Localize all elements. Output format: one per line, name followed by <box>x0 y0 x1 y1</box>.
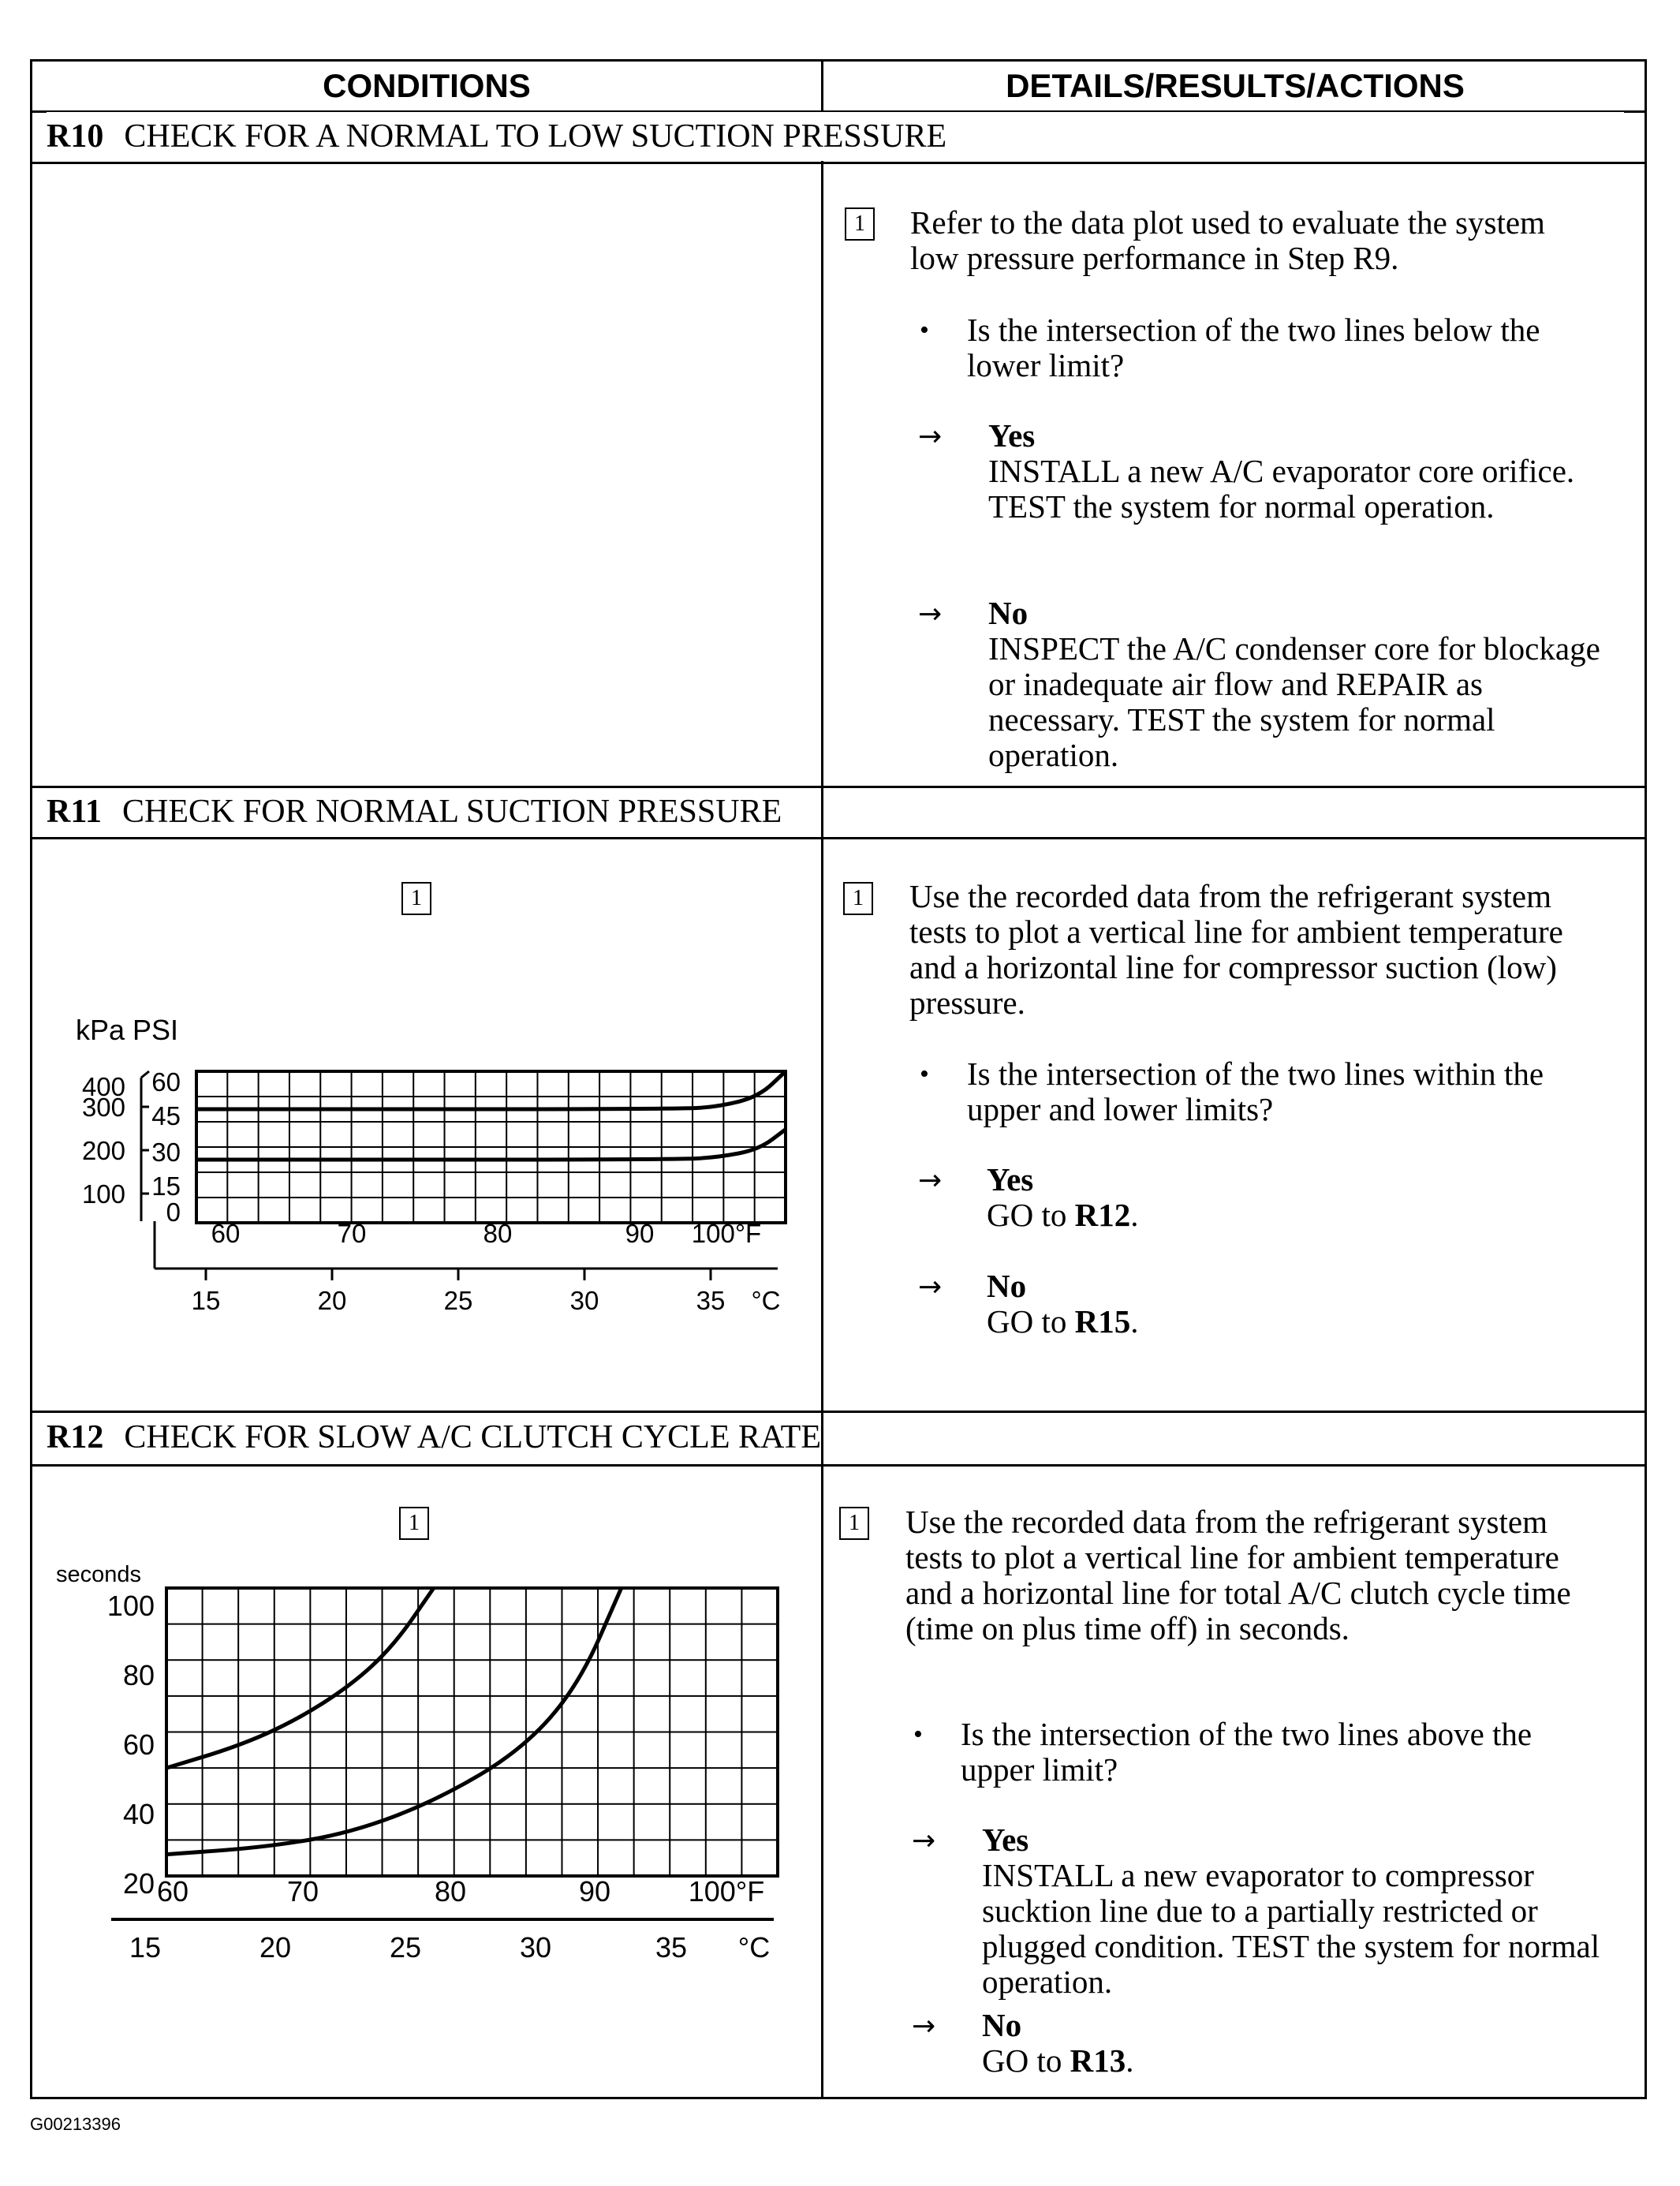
clutch-cycle-chart <box>40 1553 805 1963</box>
step-box: 1 <box>845 207 875 241</box>
arrow-icon: → <box>918 1164 943 1197</box>
r12-question: Is the intersection of the two lines above the upper limit? <box>961 1716 1533 1788</box>
x-tick-c: 30 <box>519 1931 552 1963</box>
divider <box>32 1464 1645 1467</box>
x-tick-f: 80 <box>434 1875 467 1908</box>
y-tick-psi: 30 <box>151 1138 181 1167</box>
conditions-header: CONDITIONS <box>323 67 531 104</box>
step-box: 1 <box>839 1507 869 1540</box>
arrow-icon: → <box>918 598 943 630</box>
x-tick-c: 30 <box>569 1286 599 1315</box>
y-tick-kpa: 100 <box>81 1179 125 1209</box>
y-tick: 20 <box>122 1867 155 1900</box>
y-units-label: seconds <box>56 1562 142 1587</box>
x-tick-c-unit: °C <box>737 1931 771 1963</box>
y-tick-psi: 15 <box>151 1171 181 1201</box>
y-tick: 100 <box>106 1590 155 1622</box>
y-tick: 40 <box>122 1798 155 1830</box>
chart-grid <box>196 1071 786 1223</box>
r10-yes: Yes INSTALL a new A/C evaporator core orifice. TEST the system for normal operation. <box>988 417 1575 525</box>
x-tick-f: 90 <box>625 1219 655 1248</box>
x-tick-f: 60 <box>156 1875 189 1908</box>
chart-step-box: 1 <box>401 882 431 915</box>
bullet: • <box>913 1720 923 1749</box>
x-tick-f: 70 <box>337 1219 367 1248</box>
chart-curves <box>166 1588 622 1855</box>
section-r11-title: R11 CHECK FOR NORMAL SUCTION PRESSURE <box>47 794 782 830</box>
x-tick-f: 60 <box>211 1219 241 1248</box>
divider <box>32 837 1645 839</box>
suction-pressure-chart <box>40 992 805 1403</box>
limit-curve-upper <box>196 1071 786 1109</box>
x-tick-c: 35 <box>696 1286 726 1315</box>
r10-question: Is the intersection of the two lines below the lower limit? <box>967 312 1540 383</box>
step-box: 1 <box>843 882 873 915</box>
limit-curve-lower <box>166 1588 622 1855</box>
arrow-icon: → <box>918 420 943 453</box>
x-tick-f: 100°F <box>688 1875 765 1908</box>
x-tick-f: 80 <box>483 1219 513 1248</box>
chart-step-box: 1 <box>399 1507 429 1540</box>
y-tick-kpa: 400 <box>81 1072 125 1101</box>
r11-question: Is the intersection of the two lines within the upper and lower limits? <box>967 1056 1544 1127</box>
x-tick-c: 15 <box>129 1931 162 1963</box>
r12-instruction: Use the recorded data from the refrigerant system tests to plot a vertical line for ambient temperature and a horizontal line for total A/C clutch cycle time (time on plus time off) in seconds. <box>905 1504 1571 1646</box>
limit-curve-upper <box>166 1588 434 1768</box>
arrow-icon: → <box>912 1825 936 1857</box>
arrow-icon: → <box>912 2010 936 2042</box>
x-tick-c: 20 <box>259 1931 292 1963</box>
column-divider <box>821 62 823 2097</box>
chart-grid <box>166 1588 778 1876</box>
arrow-icon: → <box>918 1271 943 1303</box>
y-tick-psi: 45 <box>151 1101 181 1130</box>
section-r12-title: R12 CHECK FOR SLOW A/C CLUTCH CYCLE RATE <box>47 1419 821 1455</box>
x-tick-c: 20 <box>317 1286 347 1315</box>
x-tick-f: 90 <box>578 1875 611 1908</box>
section-r10-title: R10 CHECK FOR A NORMAL TO LOW SUCTION PRESSURE <box>47 112 1624 161</box>
r12-yes: Yes INSTALL a new evaporator to compressor sucktion line due to a partially restricted or plugged condition. TEST the system for normal operation. <box>982 1822 1600 2000</box>
x-tick-c: 15 <box>191 1286 221 1315</box>
bullet: • <box>920 316 929 345</box>
r11-instruction: Use the recorded data from the refrigerant system tests to plot a vertical line for ambient temperature and a horizontal line for compressor suction (low) pressure. <box>909 878 1563 1021</box>
y-tick: 80 <box>122 1659 155 1691</box>
x-tick-f: 100°F <box>691 1219 762 1248</box>
y-tick: 60 <box>122 1728 155 1761</box>
y-tick-psi: 60 <box>151 1067 181 1097</box>
x-tick-c-unit: °C <box>751 1286 781 1315</box>
y-tick-kpa: 200 <box>81 1136 125 1165</box>
y-tick-kpa: 300 <box>81 1093 125 1122</box>
x-tick-c: 25 <box>443 1286 473 1315</box>
limit-curve-lower <box>196 1130 786 1160</box>
r12-no: No GO to R13. <box>982 2007 1134 2079</box>
divider <box>32 162 1645 164</box>
y-units-label: kPa PSI <box>76 1014 179 1046</box>
procedure-table <box>30 59 1647 2099</box>
details-header: DETAILS/RESULTS/ACTIONS <box>1006 67 1465 104</box>
r10-no: No INSPECT the A/C condenser core for blockage or inadequate air flow and REPAIR as necessary. TEST the system for normal operation. <box>988 595 1600 773</box>
bullet: • <box>920 1059 929 1089</box>
x-tick-f: 70 <box>286 1875 319 1908</box>
r10-instruction: Refer to the data plot used to evaluate the system low pressure performance in Step R9. <box>910 204 1545 276</box>
y-tick-psi: 0 <box>166 1198 181 1227</box>
x-tick-c: 35 <box>655 1931 688 1963</box>
figure-code: G00213396 <box>30 2114 121 2134</box>
r11-no: No GO to R15. <box>987 1268 1139 1340</box>
r11-yes: Yes GO to R12. <box>987 1161 1139 1233</box>
x-tick-c: 25 <box>389 1931 422 1963</box>
